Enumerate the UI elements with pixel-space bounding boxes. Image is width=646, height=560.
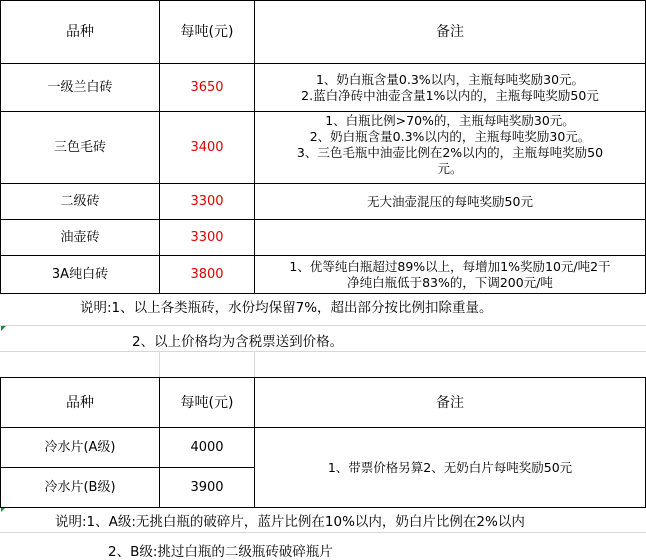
price-cell: 3900 <box>160 468 255 508</box>
price-cell: 4000 <box>160 428 255 468</box>
variety-cell: 冷水片(B级) <box>1 468 160 508</box>
remarks-cell <box>255 220 646 256</box>
price-cell: 3400 <box>160 112 255 184</box>
note-line: 说明:1、A级:无挑白瓶的破碎片，蓝片比例在10%以内，奶白片比例在2%以内 <box>55 514 525 530</box>
price-cell: 3300 <box>160 184 255 220</box>
remark-line: 1、优等纯白瓶超过89%以上，每增加1%奖励10元/吨2干 <box>289 258 611 274</box>
note-line: 说明:1、以上各类瓶砖，水份均保留7%，超出部分按比例扣除重量。 <box>80 300 493 316</box>
table-row <box>1 428 646 468</box>
table-header-row <box>1 1 646 64</box>
remarks-cell: 无大油壶混压的每吨奖励50元 <box>255 184 646 220</box>
note-line: 2、以上价格均为含税票送到价格。 <box>132 334 344 350</box>
shared-remarks-cell: 1、带票价格另算2、无奶白片每吨奖励50元 <box>255 428 646 508</box>
header-price: 每吨(元) <box>160 1 255 64</box>
grid-line <box>254 351 255 377</box>
variety-cell: 冷水片(A级) <box>1 428 160 468</box>
variety-cell: 三色毛砖 <box>1 112 160 184</box>
price-cell: 3650 <box>160 64 255 112</box>
grid-line <box>0 532 646 533</box>
remark-line: 净纯白瓶低于83%的，下调200元/吨 <box>347 274 553 290</box>
table-row <box>1 112 646 184</box>
price-cell: 3300 <box>160 220 255 256</box>
variety-cell: 二级砖 <box>1 184 160 220</box>
grid-line <box>0 325 646 326</box>
remarks-cell <box>255 112 646 184</box>
header-variety: 品种 <box>1 1 160 64</box>
table-row <box>1 220 646 256</box>
variety-cell: 油壶砖 <box>1 220 160 256</box>
remarks-cell <box>255 64 646 112</box>
table-row <box>1 64 646 112</box>
price-cell: 3800 <box>160 256 255 294</box>
header-remarks: 备注 <box>255 378 646 428</box>
remark-line: 3、三色毛瓶中油壶比例在2%以内的，主瓶每吨奖励50 <box>296 145 604 160</box>
remark-line: 1、白瓶比例>70%的，主瓶每吨奖励30元。 <box>325 113 575 128</box>
header-variety: 品种 <box>1 378 160 428</box>
header-remarks: 备注 <box>255 1 646 64</box>
grid-line <box>0 351 646 352</box>
remark-line: 2、奶白瓶含量0.3%以内的，主瓶每吨奖励30元。 <box>309 129 591 144</box>
remark-line: 元。 <box>437 161 463 176</box>
table-header-row <box>1 378 646 428</box>
header-price: 每吨(元) <box>160 378 255 428</box>
remark-line: 2.蓝白净砖中油壶含量1%以内的，主瓶每吨奖励50元 <box>301 87 599 103</box>
grid-line <box>159 351 160 377</box>
table-row <box>1 184 646 220</box>
note-line: 2、B级:挑过白瓶的二级瓶砖破碎瓶片 <box>108 544 333 560</box>
remark-line: 1、奶白瓶含量0.3%以内，主瓶每吨奖励30元。 <box>315 71 585 87</box>
variety-cell: 一级兰白砖 <box>1 64 160 112</box>
price-table-cullet-flakes <box>0 377 646 508</box>
remarks-cell <box>255 256 646 294</box>
table-row <box>1 256 646 294</box>
variety-cell: 3A纯白砖 <box>1 256 160 294</box>
